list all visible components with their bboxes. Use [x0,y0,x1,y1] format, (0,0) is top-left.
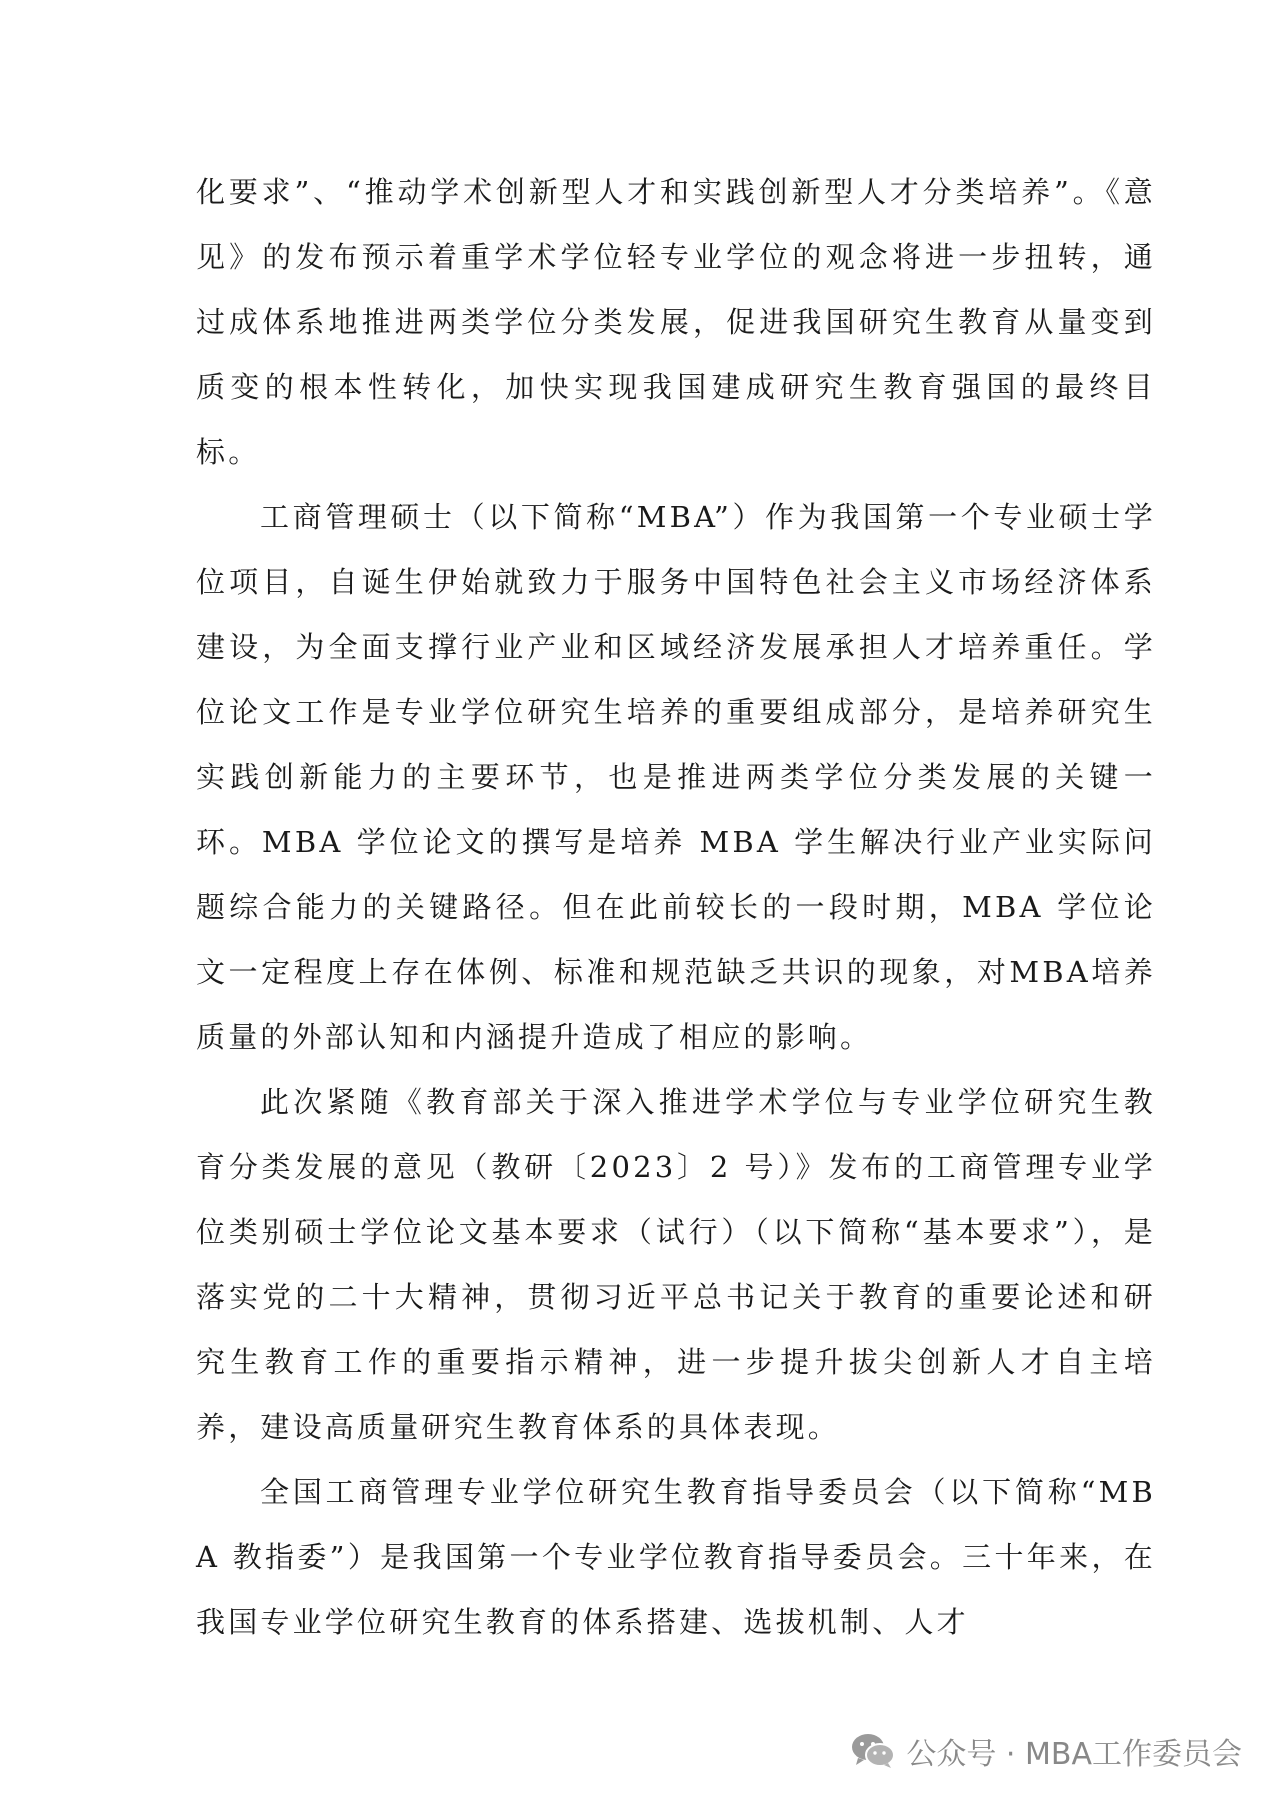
paragraph-3: 此次紧随《教育部关于深入推进学术学位与专业学位研究生教育分类发展的意见（教研〔2023〕2 号）》发布的工商管理专业学位类别硕士学位论文基本要求（试行）（以下简称“基本要求”），是落实党的二十大精神，贯彻习近平总书记关于教育的重要论述和研究生教育工作的重要指示精神，进一步提升拔尖创新人才自主培养，建设高质量研究生教育体系的具体表现。 [196,1085,1156,1444]
paragraph-1: 化要求”、“推动学术创新型人才和实践创新型人才分类培养”。《意见》的发布预示着重学术学位轻专业学位的观念将进一步扭转，通过成体系地推进两类学位分类发展，促进我国研究生教育从量变到质变的根本性转化，加快实现我国建成研究生教育强国的最终目标。 [196,175,1156,469]
watermark-text: 公众号 · MBA工作委员会 [906,1737,1242,1772]
paragraph-4: 全国工商管理专业学位研究生教育指导委员会（以下简称“MBA 教指委”）是我国第一个专业学位教育指导委员会。三十年来，在我国专业学位研究生教育的体系搭建、选拔机制、人才 [196,1475,1156,1639]
document-body [196,160,1156,1655]
watermark [850,1729,1242,1773]
paragraph-2: 工商管理硕士（以下简称“MBA”）作为我国第一个专业硕士学位项目，自诞生伊始就致力于服务中国特色社会主义市场经济体系建设，为全面支撑行业产业和区域经济发展承担人才培养重任。学位论文工作是专业学位研究生培养的重要组成部分，是培养研究生实践创新能力的主要环节，也是推进两类学位分类发展的关键一环。MBA 学位论文的撰写是培养 MBA 学生解决行业产业实际问题综合能力的关键路径。但在此前较长的一段时期，MBA 学位论文一定程度上存在体例、标准和规范缺乏共识的现象，对MBA培养质量的外部认知和内涵提升造成了相应的影响。 [196,500,1156,1054]
wechat-icon [850,1732,896,1770]
